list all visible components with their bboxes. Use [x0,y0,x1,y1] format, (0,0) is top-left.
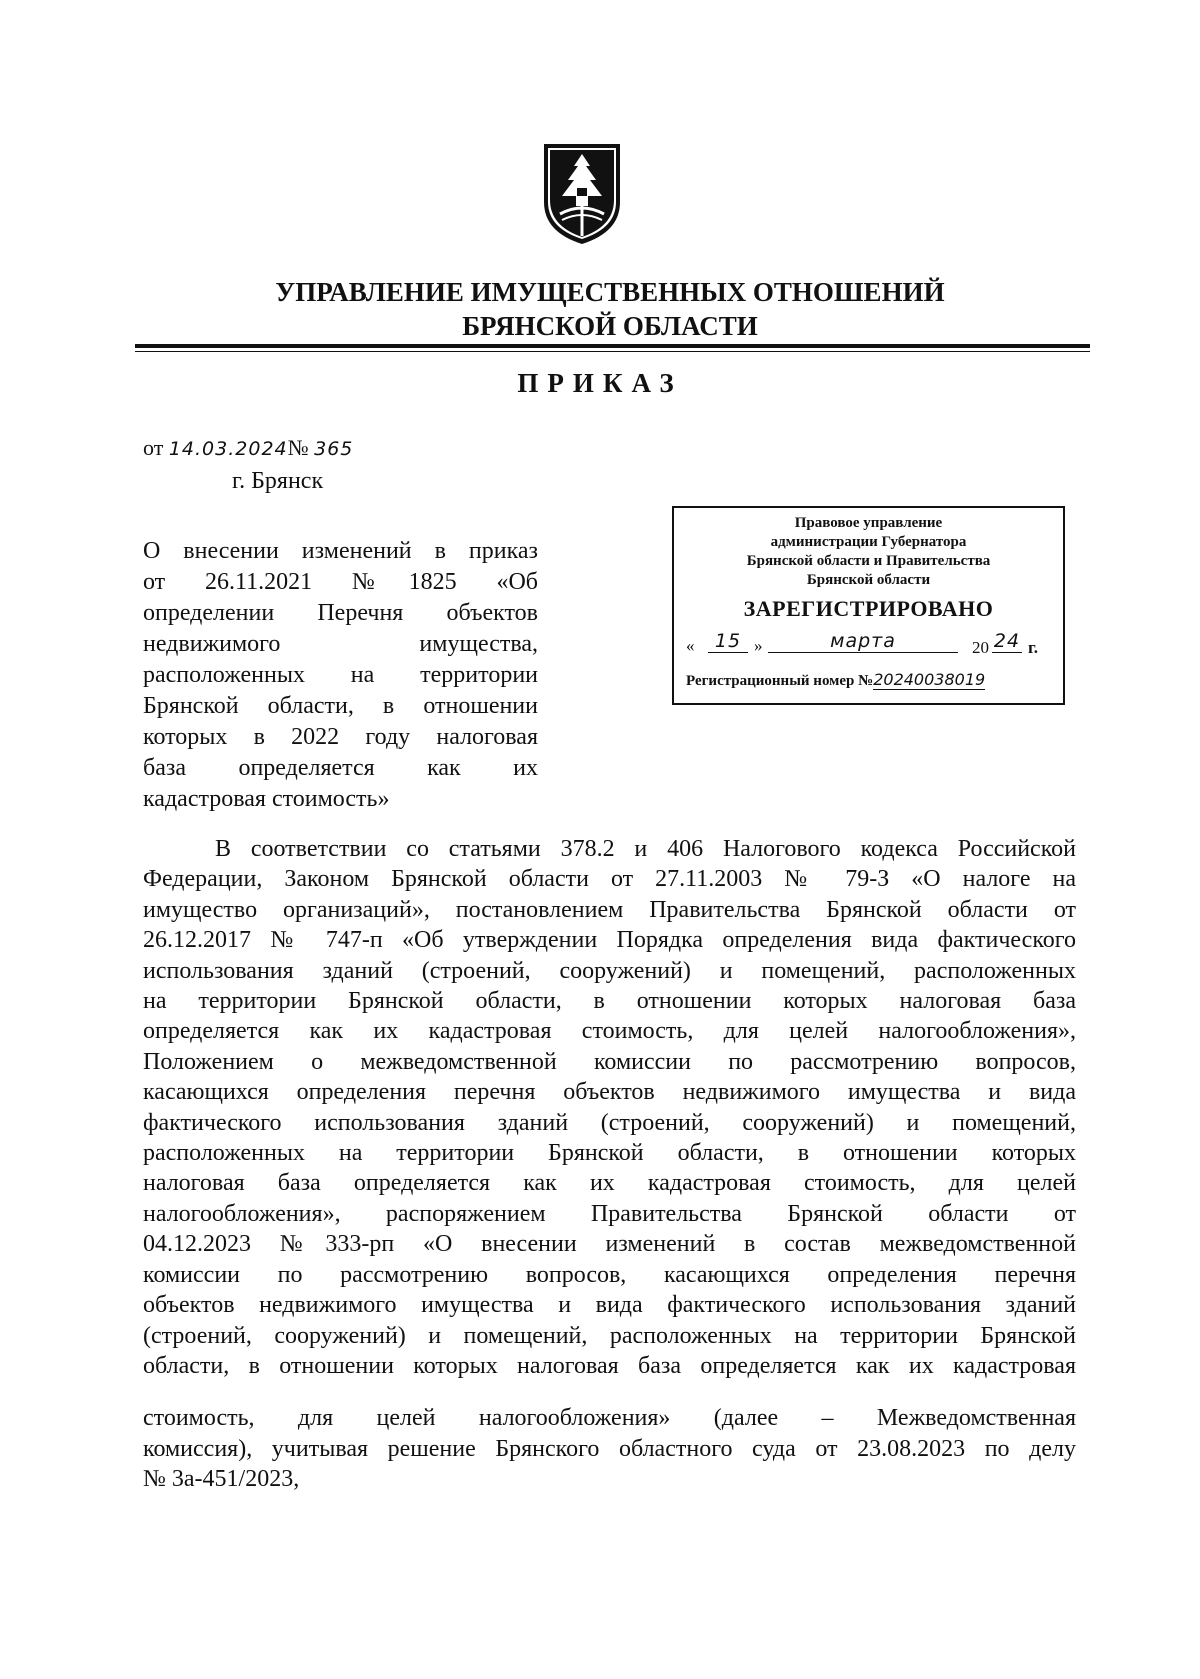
stamp-year-suffix: г. [1028,638,1039,657]
stamp-year-prefix: 20 [972,638,989,657]
subject-line: определении Перечня объектов [143,600,538,626]
body-line: 26.12.2017 № 747-п «Об утверждении Порядка определения вида фактического [143,927,1076,954]
body-line: определяется как их кадастровая стоимость, для целей налогообложения», [143,1018,1076,1045]
stamp-line: Брянской области [806,572,931,588]
body-line: Положением о межведомственной комиссии по рассмотрению вопросов, [143,1048,1076,1075]
body-line: использования зданий (строений, сооружений) и помещений, расположенных [143,957,1076,984]
number-prefix: № [287,435,309,460]
organization-title-line2: БРЯНСКОЙ ОБЛАСТИ [462,311,758,341]
body-line: 04.12.2023 №333-рп «О внесении изменений в состав межведомственной [143,1231,1076,1258]
subject-line: кадастровая стоимость» [143,786,390,812]
stamp-handwritten-reg-number: 20240038019 [873,670,986,689]
stamp-handwritten-year: 24 [993,630,1021,652]
body-line: № 3а-451/2023, [143,1466,300,1493]
body-line: В соответствии со статьями 378.2 и 406 Налогового кодекса Российской [215,836,1076,862]
body-line: касающихся определения перечня объектов недвижимого имущества и вида [143,1079,1076,1106]
body-line: комиссии по рассмотрению вопросов, касающихся определения перечня [143,1261,1076,1288]
handwritten-number: 365 [314,438,354,460]
organization-title [130,275,1090,343]
body-line: Федерации, Законом Брянской области от 27.11.2003 № 79-З «О налоге на [143,866,1076,893]
date-prefix: от [143,435,164,460]
stamp-date-line: « 15 » марта 20 24 г. [686,630,1039,657]
body-line: фактического использования зданий (строений, сооружений) и помещений, [143,1109,1076,1136]
header-divider-thick [135,344,1090,348]
header-divider-thin [135,351,1090,352]
stamp-registered-label: ЗАРЕГИСТРИРОВАНО [743,596,994,621]
body-line: стоимость, для целей налогообложения» (далее – Межведомственная [143,1405,1076,1432]
stamp-handwritten-day: 15 [708,630,748,653]
registration-stamp [672,506,1065,705]
subject-line: база определяется как их [143,755,538,781]
stamp-line: Правовое управление [794,515,943,531]
body-line: области, в отношении которых налоговая база определяется как их кадастровая [143,1352,1076,1379]
stamp-handwritten-month: марта [768,630,958,653]
subject-line: недвижимого имущества, [143,631,538,657]
handwritten-date: 14.03.2024 [168,438,288,460]
body-line: налогообложения», распоряжением Правительства Брянской области от [143,1200,1076,1227]
city-name: г. Брянск [232,468,324,494]
order-date-line [143,435,353,461]
subject-line: Брянской области, в отношении [143,693,538,719]
subject-line: от 26.11.2021 №1825 «Об [143,569,538,595]
body-line: имущество организаций», постановлением Правительства Брянской области от [143,896,1076,923]
body-line: (строений, сооружений) и помещений, расположенных на территории Брянской [143,1322,1076,1349]
stamp-line: администрации Губернатора [770,534,967,550]
paragraph-gap [143,1381,1076,1403]
body-line: объектов недвижимого имущества и вида фактического использования зданий [143,1292,1076,1319]
organization-title-line1: УПРАВЛЕНИЕ ИМУЩЕСТВЕННЫХ ОТНОШЕНИЙ [275,277,945,307]
order-body [143,834,1076,1495]
body-line: расположенных на территории Брянской области, в отношении которых [143,1140,1076,1167]
body-line: комиссия), учитывая решение Брянского областного суда от 23.08.2023 по делу [143,1435,1076,1462]
subject-line: расположенных на территории [143,662,538,688]
stamp-line: Брянской области и Правительства [746,553,991,569]
stamp-registration-label: Регистрационный номер № [686,673,874,689]
subject-line: О внесении изменений в приказ [143,538,538,564]
body-line: налоговая база определяется как их кадастровая стоимость, для целей [143,1170,1076,1197]
body-line: на территории Брянской области, в отношении которых налоговая база [143,988,1076,1015]
stamp-registration-number-line [686,670,1056,690]
subject-line: которых в 2022 году налоговая [143,724,538,750]
coat-of-arms-icon [538,140,626,248]
order-subject [143,536,538,815]
document-type-title: ПРИКАЗ [517,368,683,398]
